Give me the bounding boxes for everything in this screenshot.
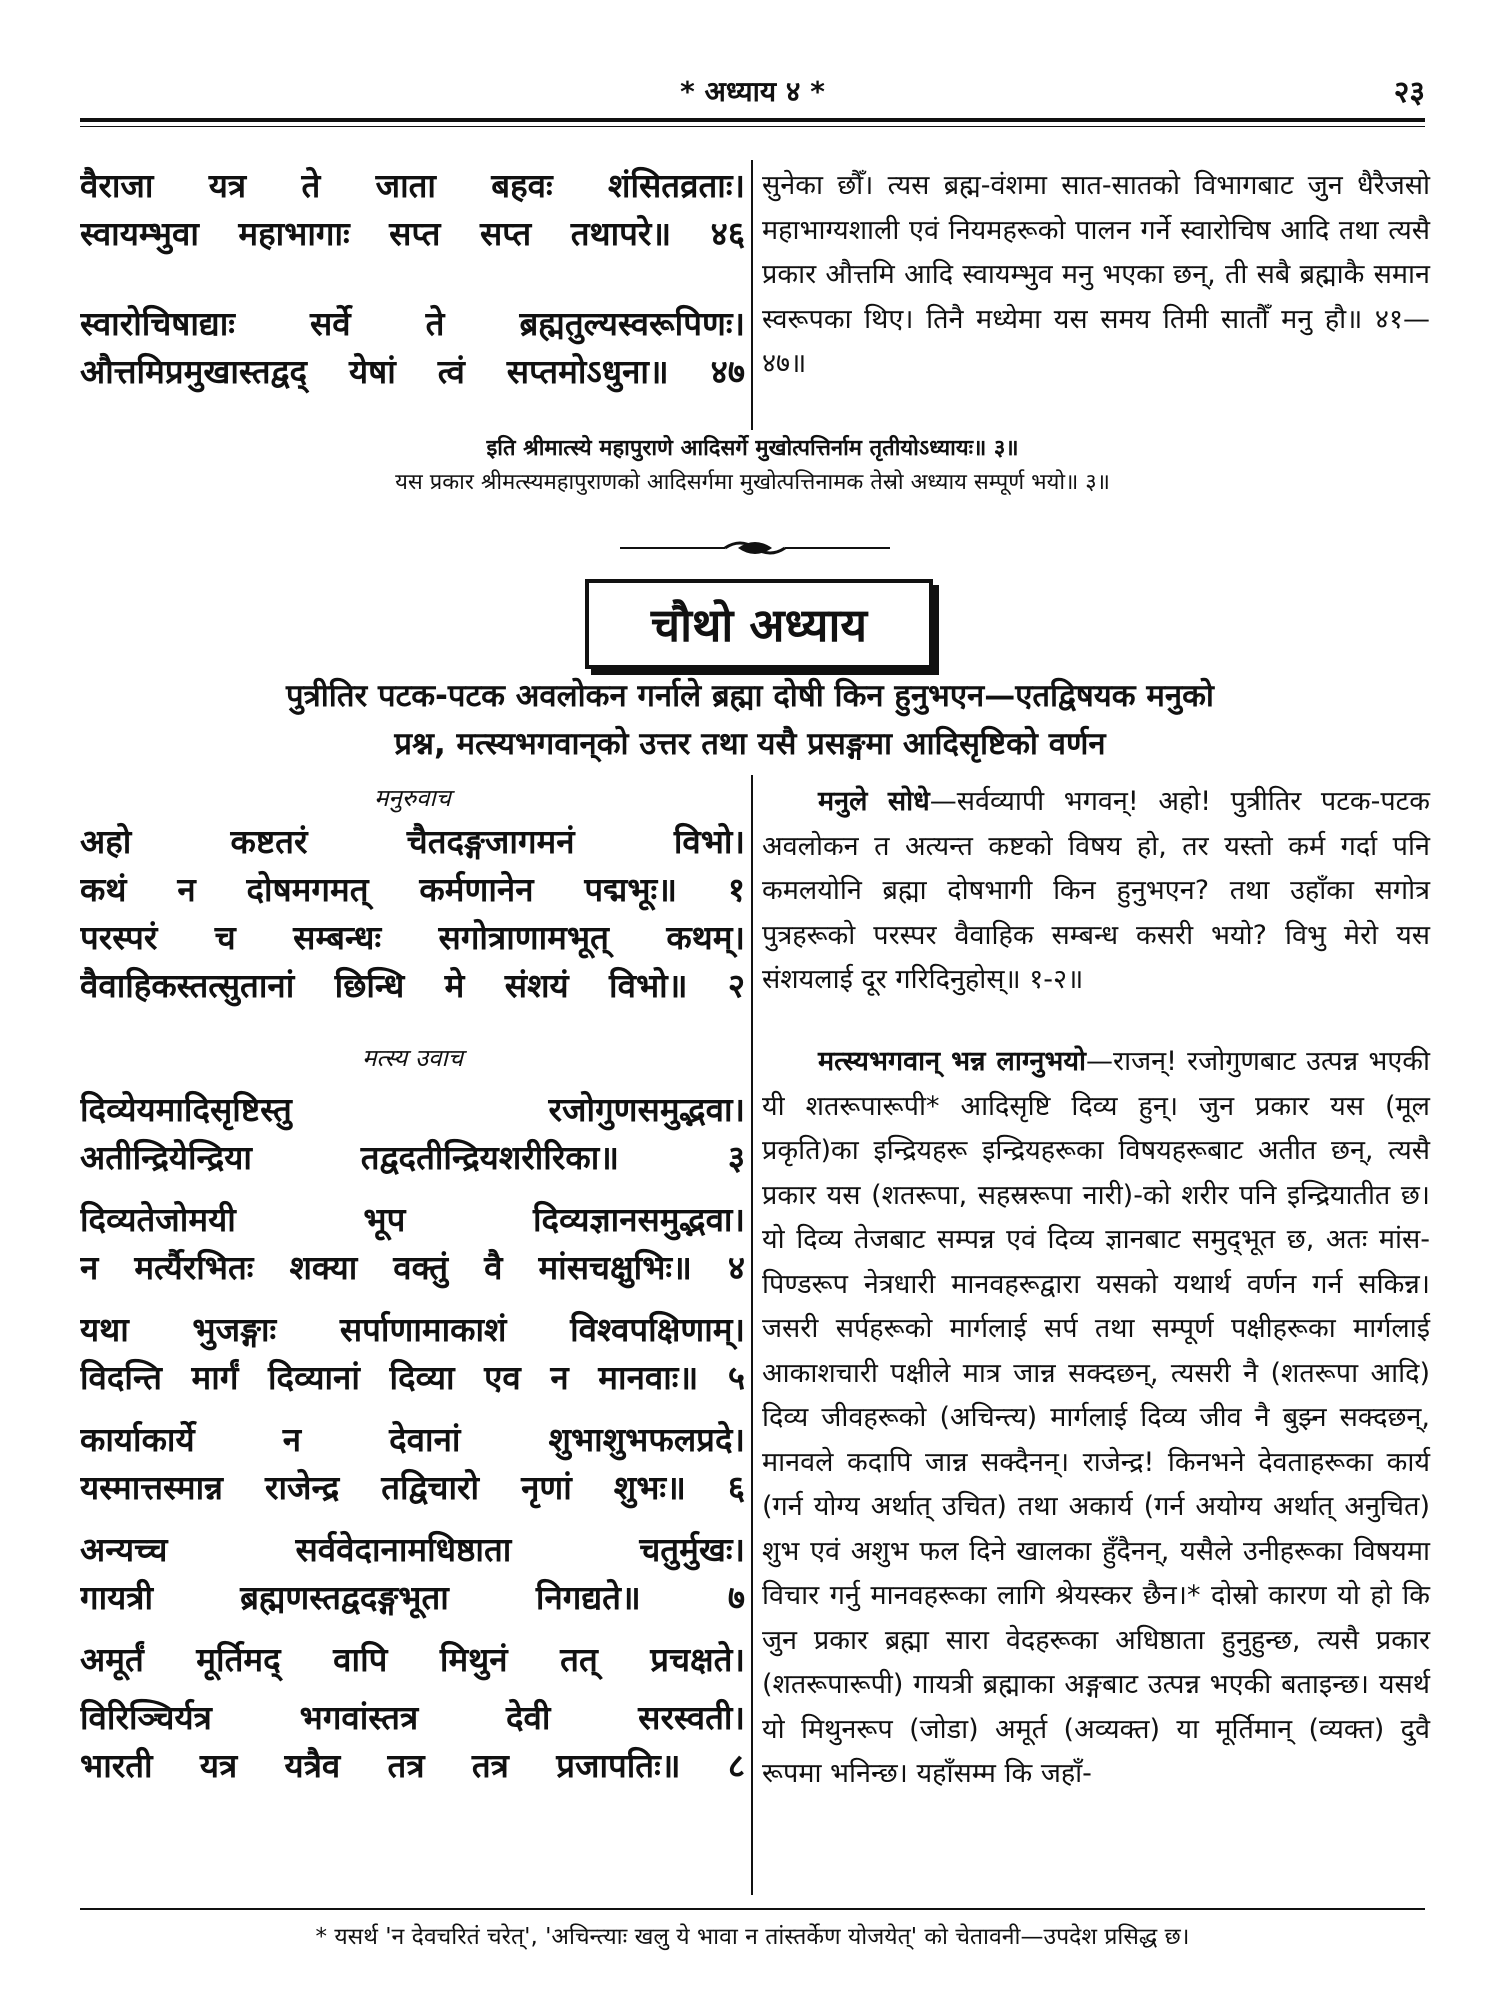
running-header [80, 68, 1425, 118]
verse-line: भारती यत्र यत्रैव तत्र तत्र प्रजापतिः॥ ८ [80, 1746, 745, 1785]
translation-text: सुनेका छौँ। त्यस ब्रह्म-वंशमा सात-सातको विभागबाट जुन धैरैजसो महाभाग्यशाली एवं नियमहरूको पालन गर्ने स्वारोचिष आदि तथा त्यसै प्रकार औत्तमि आदि स्वायम्भुव मनु भएका छन्, ती सबै ब्रह्माकै समान स्वरूपका थिए। तिनै मध्येमा यस समय तिमी सातौँ मनु हौ॥ ४१—४७॥ [762, 170, 1430, 379]
verse-line: कार्याकार्ये न देवानां शुभाशुभफलप्रदे। [80, 1420, 745, 1459]
header-rule-thin [80, 126, 1425, 127]
top-verse-block [80, 162, 745, 396]
chapter-title: चौथो अध्याय [650, 598, 868, 652]
verse-line: स्वारोचिषाद्याः सर्वे ते ब्रह्मतुल्यस्वरूपिणः। [80, 304, 745, 343]
section2-verses [80, 1038, 745, 1790]
section2-translation [762, 1040, 1430, 1797]
translation-lead: मत्स्यभगवान् भन्न लाग्नुभयो [818, 1046, 1087, 1077]
colophon-nepali: यस प्रकार श्रीमत्स्यमहापुराणको आदिसर्गमा मुखोत्पत्तिनामक तेस्रो अध्याय सम्पूर्ण भयो॥ ३॥ [395, 470, 1110, 495]
colophon-sanskrit: इति श्रीमात्स्ये महापुराणे आदिसर्गे मुखोत्पत्तिर्नाम तृतीयोऽध्यायः॥ ३॥ [486, 436, 1019, 461]
column-divider-top [751, 160, 753, 430]
top-translation-block [762, 164, 1430, 387]
footnote-rule [80, 1908, 1425, 1910]
column-divider-main [751, 775, 753, 1895]
chapter-title-box [585, 579, 933, 669]
speaker-label: मत्स्य उवाच [362, 1044, 463, 1072]
verse-line: अहो कष्टतरं चैतदङ्गजागमनं विभो। [80, 822, 745, 861]
divider-ornament-icon [620, 538, 890, 558]
verse-line: अमूर्तं मूर्तिमद् वापि मिथुनं तत् प्रचक्षते। [80, 1640, 745, 1679]
verse-line: यस्मात्तस्मान्न राजेन्द्र तद्विचारो नृणां शुभः॥ ६ [80, 1468, 745, 1507]
speaker-label: मनुरुवाच [374, 784, 451, 812]
translation-paragraph [762, 780, 1430, 1003]
translation-paragraph [762, 1040, 1430, 1797]
chapter-summary [70, 672, 1430, 768]
translation-text: —राजन्! रजोगुणबाट उत्पन्न भएकी यी शतरूपारूपी* आदिसृष्टि दिव्य हुन्। जुन प्रकार यस (मूल प्रकृति)का इन्द्रियहरू इन्द्रियहरूका विषयहरूबाट अतीत छन्, त्यसै प्रकार यस (शतरूपा, सहस्ररूपा नारी)-को शरीर पनि इन्द्रियातीत छ। यो दिव्य तेजबाट सम्पन्न एवं दिव्य ज्ञानबाट समुद्‌भूत छ, अतः मांस-पिण्डरूप नेत्रधारी मानवहरूद्वारा यसको यथार्थ वर्णन गर्न सकिन्न। जसरी सर्पहरूको मार्गलाई सर्प तथा सम्पूर्ण पक्षीहरूका मार्गलाई आकाशचारी पक्षीले मात्र जान्न सक्दछन्, त्यसरी नै (शतरूपा आदि) दिव्य जीवहरूको (अचिन्त्य) मार्गलाई दिव्य जीव नै बुझ्न सक्दछन्, मानवले कदापि जान्न सक्दैनन्। राजेन्द्र! किनभने देवताहरूका कार्य (गर्न योग्य अर्थात् उचित) तथा अकार्य (गर्न अयोग्य अर्थात् अनुचित) शुभ एवं अशुभ फल दिने खालका हुँदैनन्, यसैले उनीहरूका विषयमा विचार गर्नु मानवहरूका लागि श्रेयस्कर छैन।* दोस्रो कारण यो हो कि जुन प्रकार ब्रह्मा सारा वेदहरूका अधिष्ठाता हुनुहुन्छ, त्यसै प्रकार (शतरूपारूपी) गायत्री ब्रह्माका अङ्गबाट उत्पन्न भएकी बताइन्छ। यसर्थ यो मिथुनरूप (जोडा) अमूर्त (अव्यक्त) या मूर्तिमान् (व्यक्त) दुवै रूपमा भनिन्छ। यहाँसम्म कि जहाँ- [762, 1046, 1430, 1789]
verse-line: कथं न दोषमगमत् कर्मणानेन पद्मभूः॥ १ [80, 870, 745, 909]
chapter-summary-line: प्रश्न, मत्स्यभगवान्‌को उत्तर तथा यसै प्रसङ्गमा आदिसृष्टिको वर्णन [394, 726, 1106, 762]
verse-line: परस्परं च सम्बन्धः सगोत्राणामभूत् कथम्। [80, 918, 745, 957]
translation-lead: मनुले सोधे [818, 786, 930, 817]
verse-line: न मर्त्यैरभितः शक्या वक्तुं वै मांसचक्षुभिः॥ ४ [80, 1248, 745, 1287]
verse-line: अतीन्द्रियेन्द्रिया तद्वदतीन्द्रियशरीरिका॥ ३ [80, 1138, 745, 1177]
footnote: * यसर्थ 'न देवचरितं चरेत्', 'अचिन्त्याः खलु ये भावा न तांस्तर्केण योजयेत्' को चेतावनी—उपदेश प्रसिद्ध छ। [315, 1924, 1190, 1950]
header-rule-thick [80, 118, 1425, 122]
verse-line: स्वायम्भुवा महाभागाः सप्त सप्त तथापरे॥ ४६ [80, 214, 745, 253]
chapter-summary-line: पुत्रीतिर पटक-पटक अवलोकन गर्नाले ब्रह्मा दोषी किन हुनुभएन—एतद्विषयक मनुको [286, 678, 1214, 714]
colophon [80, 432, 1425, 500]
section1-translation [762, 780, 1430, 1003]
section1-verses [80, 778, 745, 1010]
verse-line: दिव्यतेजोमयी भूप दिव्यज्ञानसमुद्भवा। [80, 1200, 745, 1239]
verse-line: औत्तमिप्रमुखास्तद्वद् येषां त्वं सप्तमोऽधुना॥ ४७ [80, 352, 745, 391]
verse-line: विरिञ्चिर्यत्र भगवांस्तत्र देवी सरस्वती। [80, 1698, 745, 1737]
verse-line: गायत्री ब्रह्मणस्तद्वदङ्गभूता निगद्यते॥ ७ [80, 1578, 745, 1617]
page-number: २३ [1393, 75, 1425, 110]
chapter-label: * अध्याय ४ * [680, 75, 825, 108]
translation-text: —सर्वव्यापी भगवन्! अहो! पुत्रीतिर पटक-पटक अवलोकन त अत्यन्त कष्टको विषय हो, तर यस्तो कर्म गर्दा पनि कमलयोनि ब्रह्मा दोषभागी किन हुनुभएन? तथा उहाँका सगोत्र पुत्रहरूको परस्पर वैवाहिक सम्बन्ध कसरी भयो? विभु मेरो यस संशयलाई दूर गरिदिनुहोस्॥ १-२॥ [762, 786, 1431, 995]
verse-line: यथा भुजङ्गाः सर्पाणामाकाशं विश्वपक्षिणाम्। [80, 1310, 745, 1349]
verse-line: वैवाहिकस्तत्सुतानां छिन्धि मे संशयं विभो॥ २ [80, 966, 745, 1005]
verse-line: वैराजा यत्र ते जाता बहवः शंसितव्रताः। [80, 166, 745, 205]
verse-line: दिव्येयमादिसृष्टिस्तु रजोगुणसमुद्भवा। [80, 1090, 745, 1129]
verse-line: अन्यच्च सर्ववेदानामधिष्ठाता चतुर्मुखः। [80, 1530, 745, 1569]
verse-line: विदन्ति मार्गं दिव्यानां दिव्या एव न मानवाः॥ ५ [80, 1358, 745, 1397]
